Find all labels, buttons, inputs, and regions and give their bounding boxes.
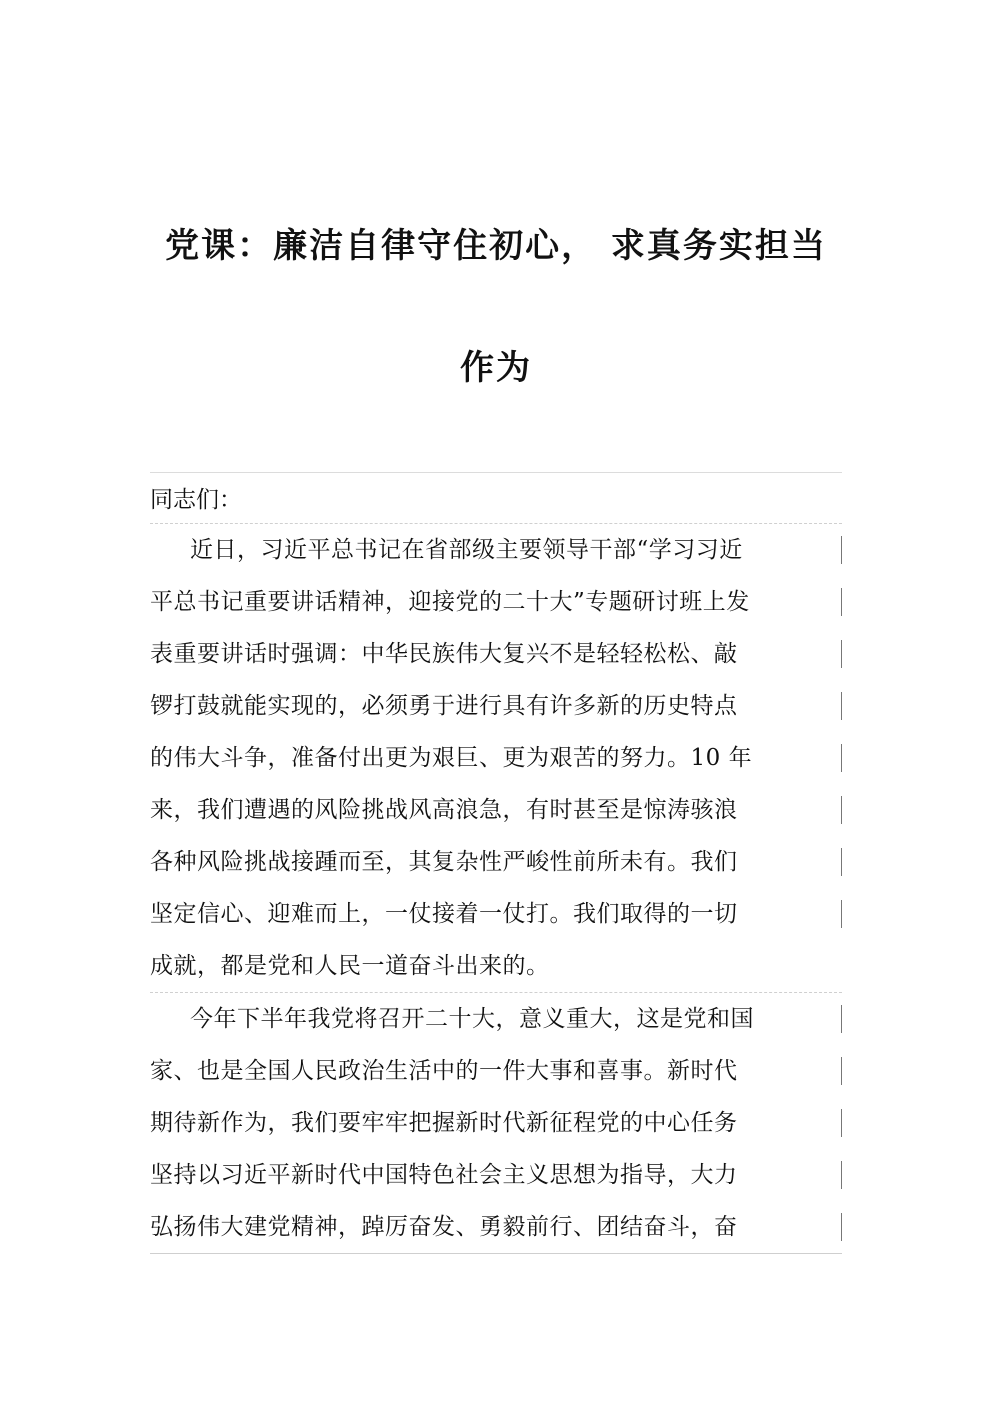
paragraph-line: 来，我们遭遇的风险挑战风高浪急，有时甚至是惊涛骇浪 — [150, 784, 842, 836]
paragraph-line: 家、也是全国人民政治生活中的一件大事和喜事。新时代 — [150, 1045, 842, 1097]
salutation: 同志们： — [150, 487, 242, 513]
paragraph-line: 锣打鼓就能实现的，必须勇于进行具有许多新的历史特点 — [150, 680, 842, 732]
paragraph-line: 弘扬伟大建党精神，踔厉奋发、勇毅前行、团结奋斗，奋 — [150, 1201, 842, 1253]
document-title-line-1: 党课：廉洁自律守住初心， 求真务实担当 — [165, 226, 827, 266]
paragraph-line: 成就，都是党和人民一道奋斗出来的。 — [150, 953, 550, 979]
paragraph-line: 的伟大斗争，准备付出更为艰巨、更为艰苦的努力。10 年 — [150, 732, 842, 784]
paragraph-line: 各种风险挑战接踵而至，其复杂性严峻性前所未有。我们 — [150, 836, 842, 888]
document-title-line-2: 作为 — [460, 348, 532, 388]
paragraph-line: 平总书记重要讲话精神，迎接党的二十大”专题研讨班上发 — [150, 576, 842, 628]
paragraph-line: 坚定信心、迎难而上，一仗接着一仗打。我们取得的一切 — [150, 888, 842, 940]
paragraph-line: 表重要讲话时强调：中华民族伟大复兴不是轻轻松松、敲 — [150, 628, 842, 680]
paragraph-2 — [150, 993, 842, 1253]
paragraph-line: 坚持以习近平新时代中国特色社会主义思想为指导，大力 — [150, 1149, 842, 1201]
paragraph-1 — [150, 524, 842, 992]
paragraph-line: 今年下半年我党将召开二十大，意义重大，这是党和国 — [150, 993, 842, 1045]
bottom-divider — [150, 1253, 842, 1254]
paragraph-line: 期待新作为，我们要牢牢把握新时代新征程党的中心任务 — [150, 1097, 842, 1149]
paragraph-line: 近日，习近平总书记在省部级主要领导干部“学习习近 — [150, 524, 842, 576]
document-body — [150, 472, 842, 1254]
